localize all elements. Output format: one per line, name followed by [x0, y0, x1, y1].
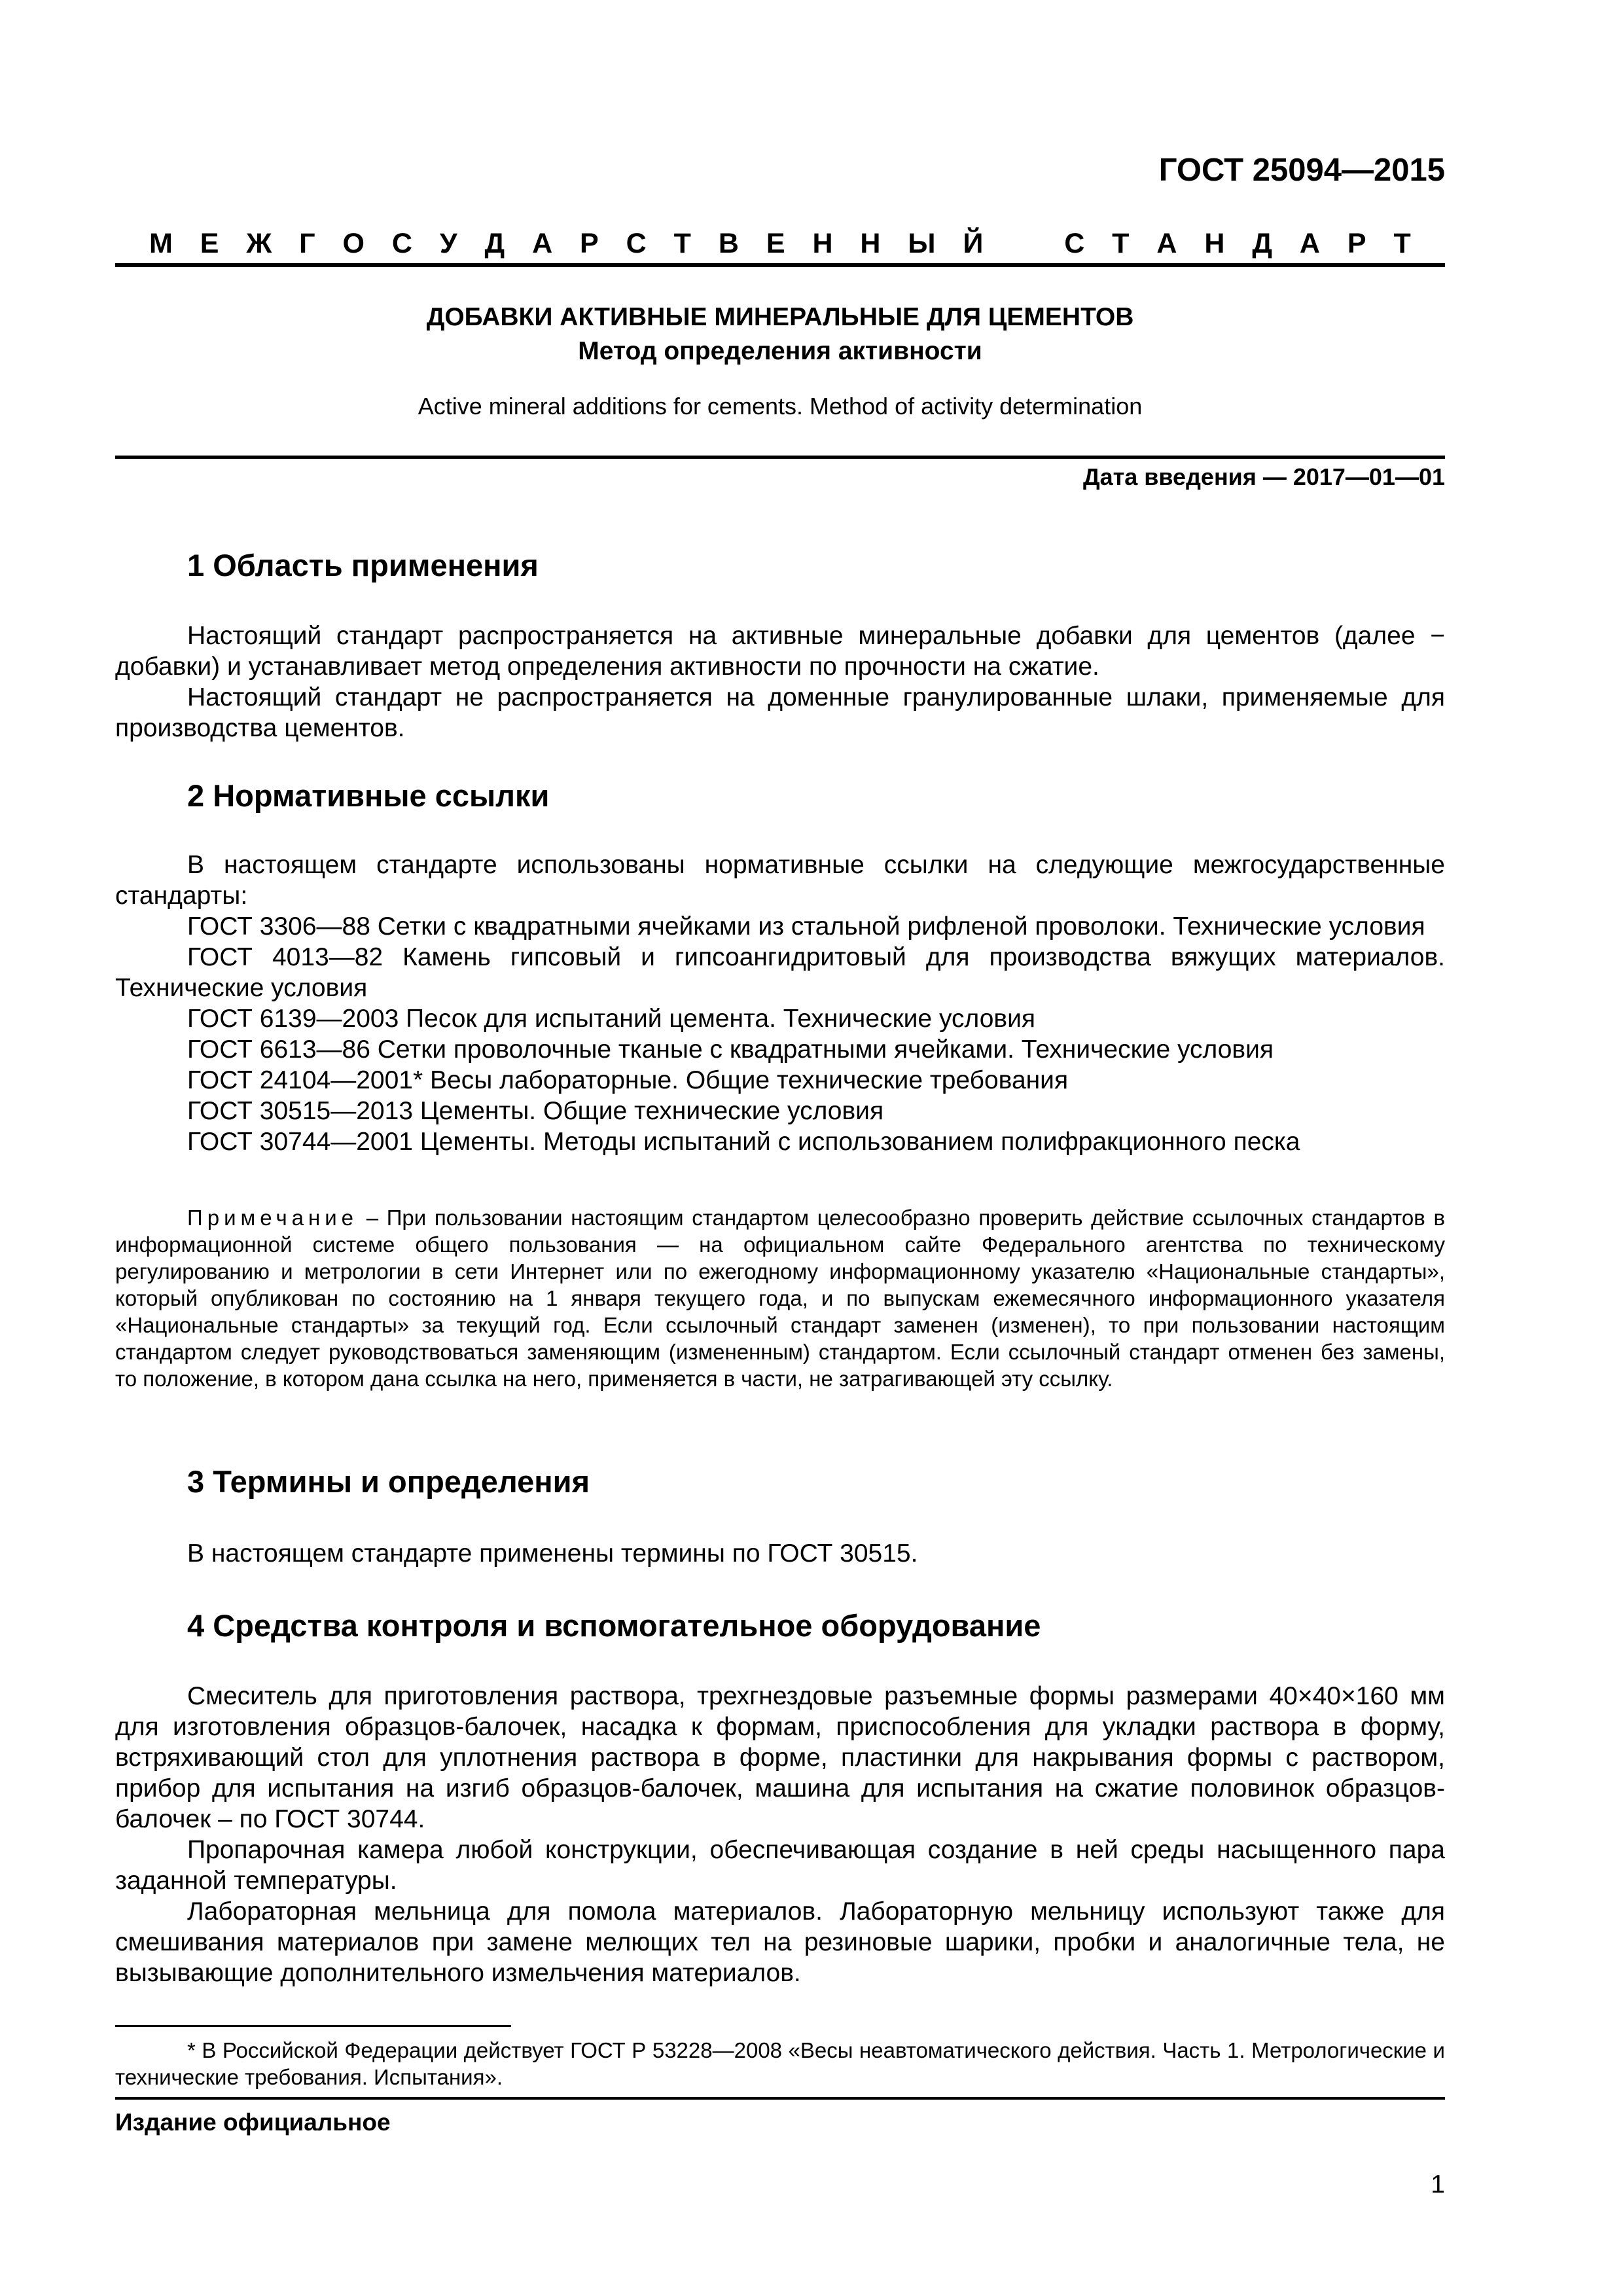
banner-letter: Д [484, 228, 505, 259]
banner-letter: А [1156, 228, 1177, 259]
banner-letter: Т [1112, 228, 1130, 259]
banner-letter: Е [766, 228, 785, 259]
title-english: Active mineral additions for cements. Method of activity determination [418, 393, 1143, 420]
banner-letter: Р [580, 228, 599, 259]
section-3-heading: 3 Термины и определения [187, 1464, 590, 1499]
section-1-body [115, 620, 1445, 744]
banner-letter: Т [673, 228, 691, 259]
banner-letter: У [439, 228, 457, 259]
banner-letter: А [1299, 228, 1320, 259]
title-rule [115, 456, 1445, 459]
banner-letter: Т [1393, 228, 1411, 259]
title-russian-line2: Метод определения активности [578, 337, 982, 365]
reference-item: ГОСТ 24104—2001* Весы лабораторные. Общие технические требования [187, 1066, 1069, 1094]
banner-letter: С [391, 228, 412, 259]
section-2-heading: 2 Нормативные ссылки [187, 778, 550, 813]
paragraph: В настоящем стандарте применены термины по ГОСТ 30515. [187, 1539, 918, 1568]
section-2-body [115, 850, 1445, 1157]
paragraph: Настоящий стандарт не распространяется на доменные гранулированные шлаки, применяемые для производства цементов. [115, 683, 1445, 742]
interstate-standard-banner [115, 228, 1445, 260]
banner-letter: С [626, 228, 647, 259]
banner-letter: Н [860, 228, 881, 259]
header-rule [115, 263, 1445, 267]
banner-gap [1010, 228, 1037, 260]
banner-letter: Д [1252, 228, 1272, 259]
banner-letter: Й [963, 228, 984, 259]
official-edition-label: Издание официальное [115, 2109, 391, 2136]
reference-item: ГОСТ 4013—82 Камень гипсовый и гипсоангидритовый для производства вяжущих материалов. Технические условия [115, 943, 1445, 1002]
page-number: 1 [1431, 2170, 1445, 2198]
banner-letter: Н [1204, 228, 1225, 259]
introduction-date: Дата введения — 2017—01—01 [1082, 463, 1445, 490]
paragraph: Лабораторная мельница для помола материалов. Лабораторную мельницу используют также для смешивания материалов при замене мелющих тел на резиновые шарики, пробки и аналогичные тела, не вызывающие дополнительного измельчения материалов. [115, 1897, 1445, 1987]
note-block [115, 1204, 1445, 1392]
banner-letter: А [532, 228, 553, 259]
footer-rule [115, 2097, 1445, 2100]
footnote: * В Российской Федерации действует ГОСТ Р 53228—2008 «Весы неавтоматического действия. Часть 1. Метрологические и технические требования. Испытания». [115, 2038, 1445, 2089]
banner-letter: Р [1347, 228, 1366, 259]
banner-letter: Ж [246, 228, 272, 259]
note-label: Примечание [187, 1206, 359, 1230]
reference-item: ГОСТ 30515—2013 Цементы. Общие технические условия [187, 1097, 884, 1125]
section-3-body [115, 1538, 1445, 1569]
note-text: – При пользовании настоящим стандартом целесообразно проверить действие ссылочных стандартов в информационной системе общего пользования — на официальном сайте Федерального агентства по техническому регулированию и метрологии в сети Интернет или по ежегодному информационному указателю «Национальные стандарты», который опубликован по состоянию на 1 января текущего года, и по выпускам ежемесячного информационного указателя «Национальные стандарты» за текущий год. Если ссылочный стандарт заменен (изменен), то при пользовании настоящим стандартом следует руководствоваться заменяющим (измененным) стандартом. Если ссылочный стандарт отменен без замены, то положение, в котором дана ссылка на него, применяется в части, не затрагивающей эту ссылку. [115, 1206, 1445, 1391]
paragraph: Пропарочная камера любой конструкции, обеспечивающая создание в ней среды насыщенного пара заданной температуры. [115, 1836, 1445, 1895]
section-4-body [115, 1681, 1445, 1988]
standard-number: ГОСТ 25094—2015 [1158, 152, 1445, 188]
banner-letter: О [342, 228, 365, 259]
reference-item: ГОСТ 6139—2003 Песок для испытаний цемента. Технические условия [187, 1005, 1036, 1033]
paragraph: В настоящем стандарте использованы нормативные ссылки на следующие межгосударственные стандарты: [115, 851, 1445, 910]
banner-letter: С [1064, 228, 1085, 259]
section-1-heading: 1 Область применения [187, 548, 539, 583]
title-russian-line1: ДОБАВКИ АКТИВНЫЕ МИНЕРАЛЬНЫЕ ДЛЯ ЦЕМЕНТОВ [426, 303, 1134, 331]
paragraph: Настоящий стандарт распространяется на активные минеральные добавки для цементов (далее − добавки) и устанавливает метод определения активности по прочности на сжатие. [115, 622, 1445, 681]
paragraph: Смеситель для приготовления раствора, трехгнездовые разъемные формы размерами 40×40×160 мм для изготовления образцов-балочек, насадка к формам, приспособления для укладки раствора в форму, встряхивающий стол для уплотнения раствора в форме, пластинки для накрывания формы с раствором, прибор для испытания на изгиб образцов-балочек, машина для испытания на сжатие половинок образцов-балочек – по ГОСТ 30744. [115, 1682, 1445, 1833]
banner-letter: В [718, 228, 739, 259]
banner-letter: М [149, 228, 173, 259]
section-4-heading: 4 Средства контроля и вспомогательное оборудование [187, 1608, 1041, 1643]
reference-item: ГОСТ 6613—86 Сетки проволочные тканые с квадратными ячейками. Технические условия [187, 1035, 1274, 1064]
reference-item: ГОСТ 30744—2001 Цементы. Методы испытаний с использованием полифракционного песка [187, 1128, 1300, 1156]
banner-letter: Г [299, 228, 315, 259]
banner-letter: Е [200, 228, 219, 259]
banner-letter: Ы [908, 228, 936, 259]
reference-item: ГОСТ 3306—88 Сетки с квадратными ячейками из стальной рифленой проволоки. Технические условия [187, 912, 1425, 941]
banner-letter: Н [812, 228, 833, 259]
footnote-separator [115, 2025, 511, 2027]
